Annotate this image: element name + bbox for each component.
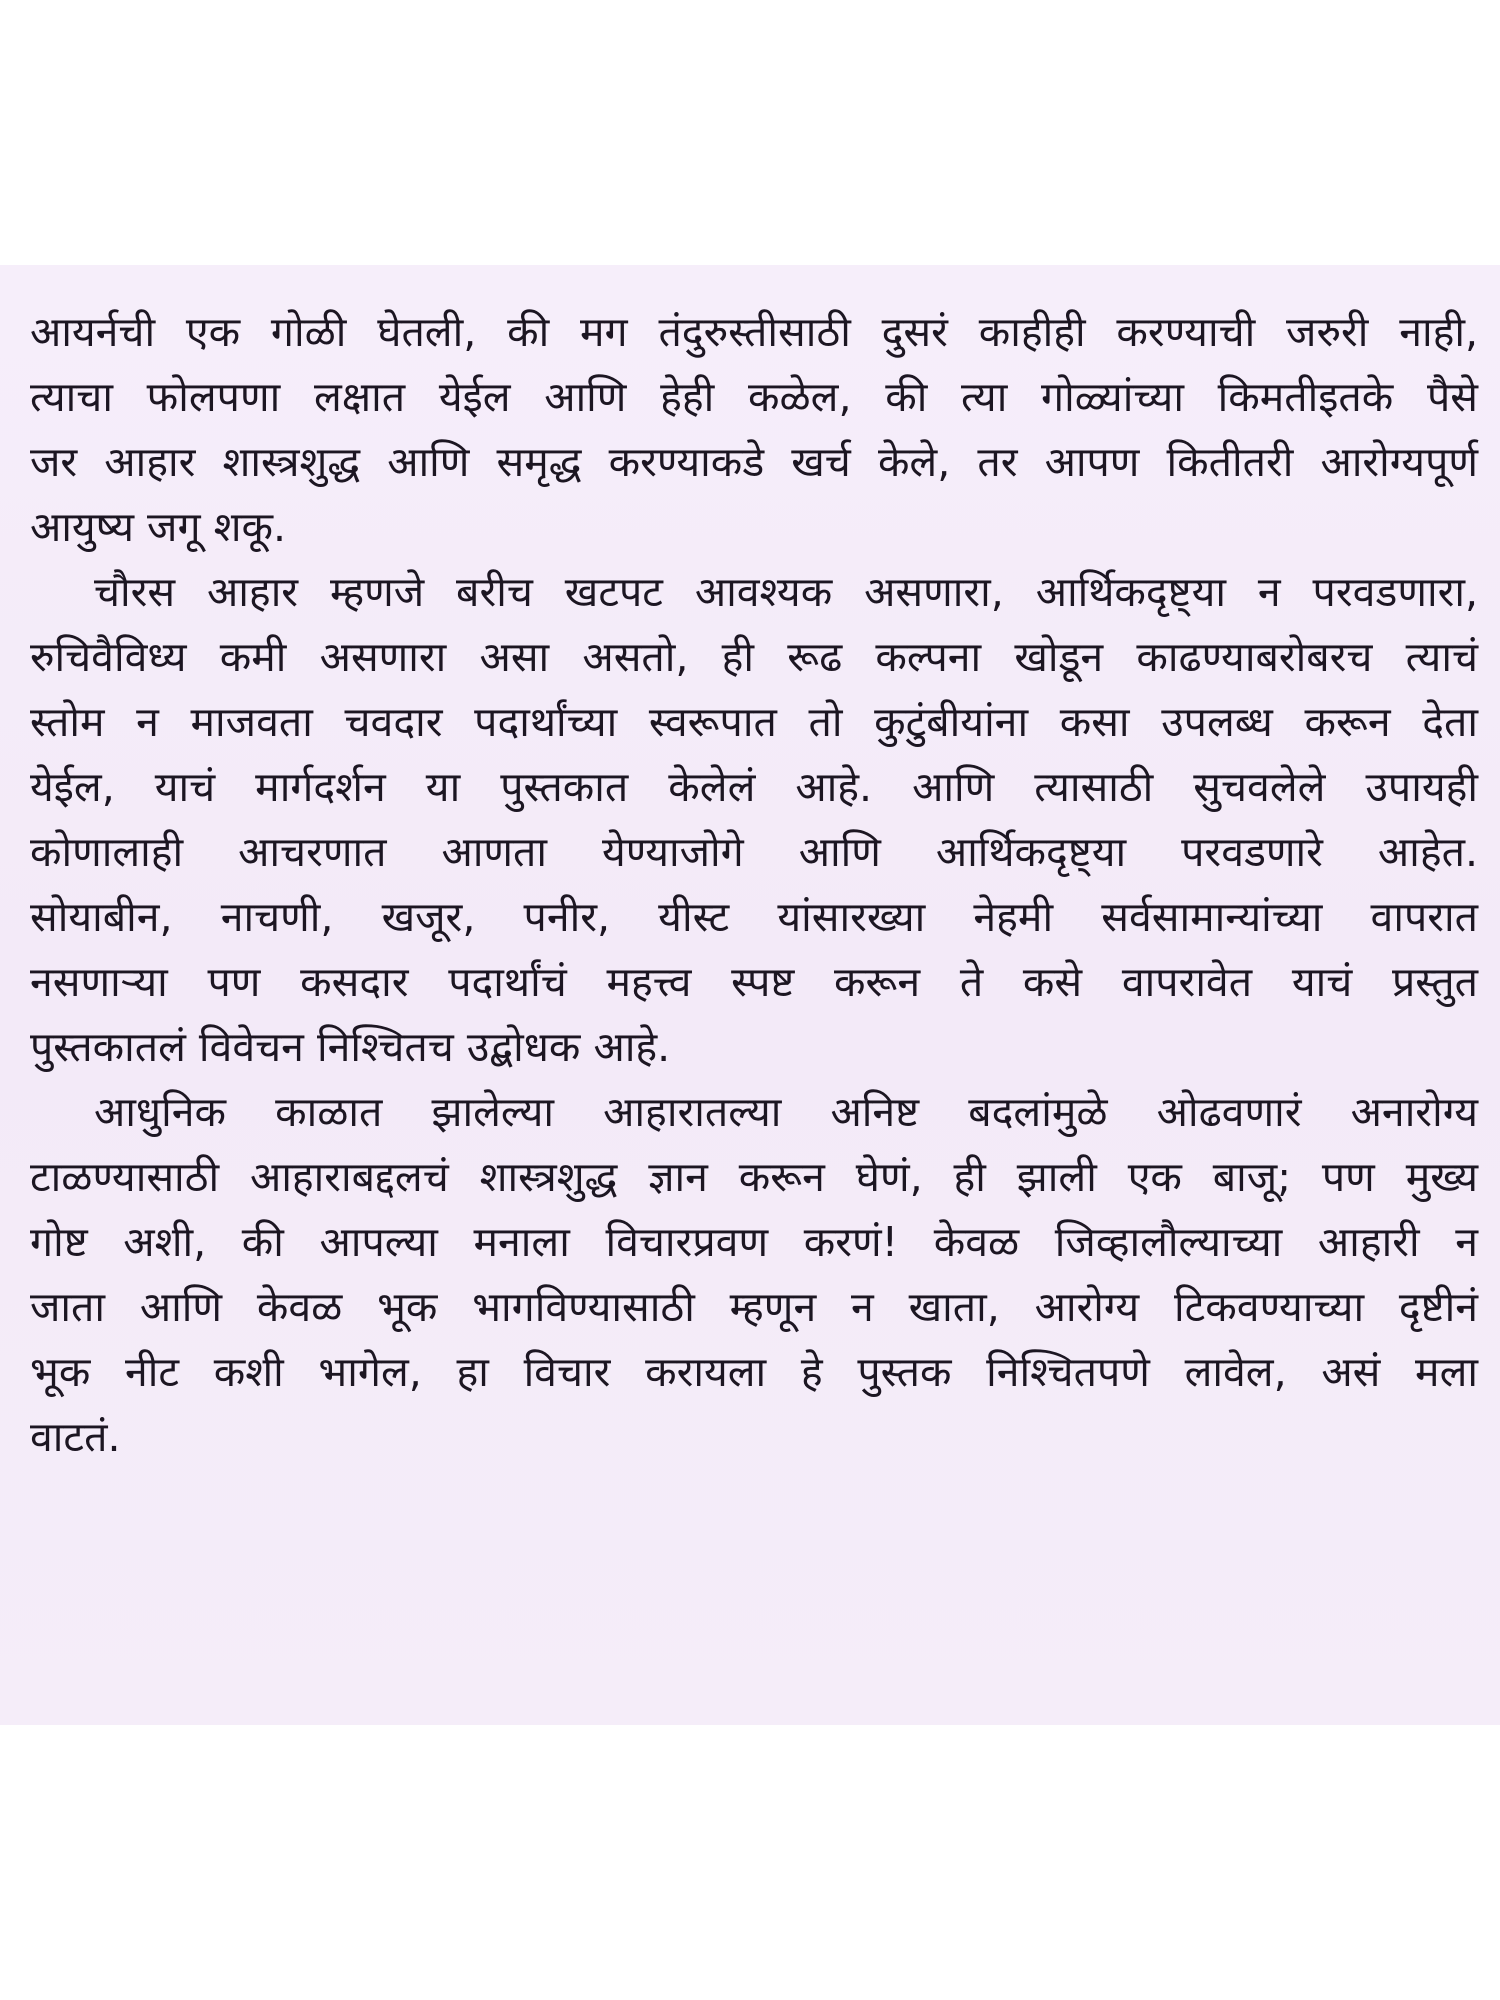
text-line: वाटतं. [30, 1413, 121, 1461]
text-line: येईल, याचं मार्गदर्शन या पुस्तकात केलेलं आहे. आणि त्यासाठी सुचवलेले उपायही [30, 763, 1478, 811]
text-line: त्याचा फोलपणा लक्षात येईल आणि हेही कळेल, की त्या गोळ्यांच्या किमतीइतके पैसे [30, 373, 1478, 421]
text-line: भूक नीट कशी भागेल, हा विचार करायला हे पुस्तक निश्चितपणे लावेल, असं मला [30, 1348, 1478, 1396]
text-line: जाता आणि केवळ भूक भागविण्यासाठी म्हणून न खाता, आरोग्य टिकवण्याच्या दृष्टीनं [30, 1283, 1478, 1331]
text-line: कोणालाही आचरणात आणता येण्याजोगे आणि आर्थिकदृष्ट्या परवडणारे आहेत. [30, 828, 1478, 876]
text-line: रुचिवैविध्य कमी असणारा असा असतो, ही रूढ कल्पना खोडून काढण्याबरोबरच त्याचं [30, 633, 1478, 681]
text-line: आयुष्य जगू शकू. [30, 503, 286, 551]
text-line: गोष्ट अशी, की आपल्या मनाला विचारप्रवण करणं! केवळ जिव्हालौल्याच्या आहारी न [30, 1218, 1478, 1266]
paragraph-3 [30, 1080, 1478, 1470]
text-line: टाळण्यासाठी आहाराबद्दलचं शास्त्रशुद्ध ज्ञान करून घेणं, ही झाली एक बाजू; पण मुख्य [30, 1153, 1478, 1201]
text-line: नसणाऱ्या पण कसदार पदार्थांचं महत्त्व स्पष्ट करून ते कसे वापरावेत याचं प्रस्तुत [30, 958, 1478, 1006]
text-line: चौरस आहार म्हणजे बरीच खटपट आवश्यक असणारा, आर्थिकदृष्ट्या न परवडणारा, [94, 568, 1478, 616]
text-line: पुस्तकातलं विवेचन निश्चितच उद्बोधक आहे. [30, 1023, 671, 1071]
text-line: सोयाबीन, नाचणी, खजूर, पनीर, यीस्ट यांसारख्या नेहमी सर्वसामान्यांच्या वापरात [30, 893, 1478, 941]
paragraph-1 [30, 300, 1478, 560]
body-text [30, 300, 1478, 1470]
text-line: स्तोम न माजवता चवदार पदार्थांच्या स्वरूपात तो कुटुंबीयांना कसा उपलब्ध करून देता [30, 698, 1478, 746]
text-line: आयर्नची एक गोळी घेतली, की मग तंदुरुस्तीसाठी दुसरं काहीही करण्याची जरुरी नाही, [30, 308, 1478, 356]
text-line: जर आहार शास्त्रशुद्ध आणि समृद्ध करण्याकडे खर्च केले, तर आपण कितीतरी आरोग्यपूर्ण [30, 438, 1478, 486]
text-line: आधुनिक काळात झालेल्या आहारातल्या अनिष्ट बदलांमुळे ओढवणारं अनारोग्य [94, 1088, 1478, 1136]
paragraph-2 [30, 560, 1478, 1080]
